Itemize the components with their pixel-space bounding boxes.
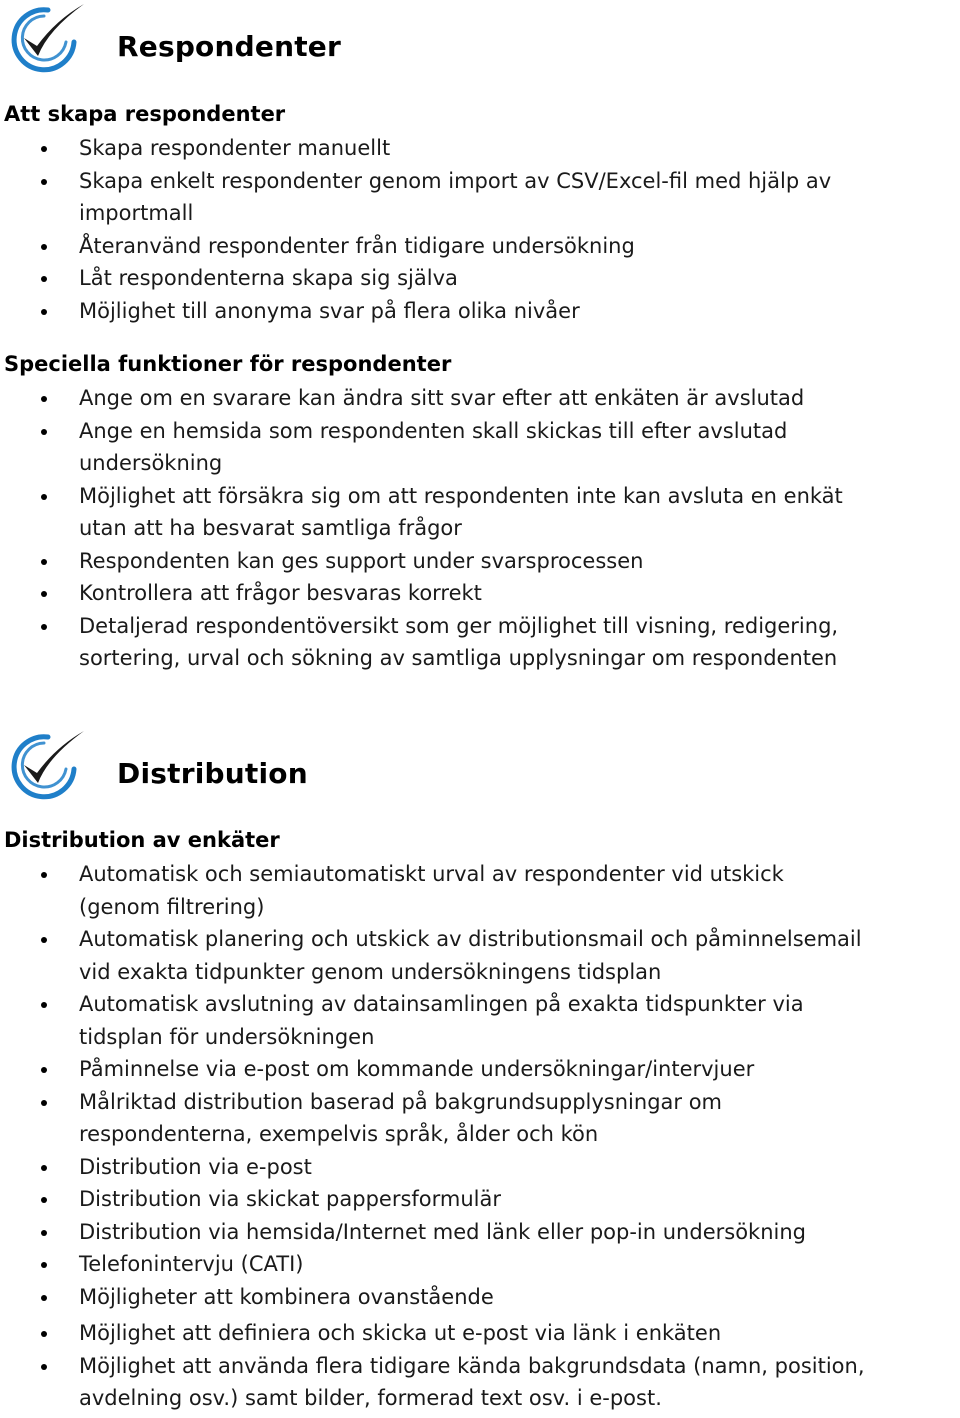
bullet-list xyxy=(0,858,960,1415)
list-item: Detaljerad respondentöversikt som ger möjlighet till visning, redigering, sortering, urval och sökning av samtliga upplysningar om respondenten xyxy=(0,610,960,675)
section-header-distribution xyxy=(0,725,960,825)
list-item: Möjlighet att definiera och skicka ut e-post via länk i enkäten xyxy=(0,1317,960,1350)
section-title: Distribution xyxy=(117,757,308,790)
list-item: Automatisk och semiautomatiskt urval av respondenter vid utskick (genom filtrering) xyxy=(0,858,960,923)
list-item: Möjligheter att kombinera ovanstående xyxy=(0,1281,960,1314)
list-item: Låt respondenterna skapa sig själva xyxy=(0,262,960,295)
checkmark-logo-icon xyxy=(4,729,88,801)
section-header-respondenter xyxy=(0,0,960,100)
list-item: Möjlighet att försäkra sig om att respondenten inte kan avsluta en enkät utan att ha besvarat samtliga frågor xyxy=(0,480,960,545)
group-heading: Speciella funktioner för respondenter xyxy=(4,352,452,376)
list-item: Automatisk planering och utskick av distributionsmail och påminnelsemail vid exakta tidpunkter genom undersökningens tidsplan xyxy=(0,923,960,988)
list-item: Telefonintervju (CATI) xyxy=(0,1248,960,1281)
list-item: Automatisk avslutning av datainsamlingen på exakta tidspunkter via tidsplan för undersökningen xyxy=(0,988,960,1053)
list-item: Respondenten kan ges support under svarsprocessen xyxy=(0,545,960,578)
list-item: Distribution via skickat pappersformulär xyxy=(0,1183,960,1216)
list-item: Distribution via e-post xyxy=(0,1151,960,1184)
list-item: Ange en hemsida som respondenten skall skickas till efter avslutad undersökning xyxy=(0,415,960,480)
list-item: Påminnelse via e-post om kommande undersökningar/intervjuer xyxy=(0,1053,960,1086)
list-item: Möjlighet att använda flera tidigare kända bakgrundsdata (namn, position, avdelning osv.) samt bilder, formerad text osv. i e-post. xyxy=(0,1350,960,1415)
list-item: Ange om en svarare kan ändra sitt svar efter att enkäten är avslutad xyxy=(0,382,960,415)
list-item: Möjlighet till anonyma svar på flera olika nivåer xyxy=(0,295,960,328)
bullet-list xyxy=(0,382,960,675)
group-heading: Att skapa respondenter xyxy=(4,102,286,126)
bullet-list xyxy=(0,132,960,327)
list-item: Kontrollera att frågor besvaras korrekt xyxy=(0,577,960,610)
list-item: Återanvänd respondenter från tidigare undersökning xyxy=(0,230,960,263)
section-title: Respondenter xyxy=(117,30,341,63)
list-item: Målriktad distribution baserad på bakgrundsupplysningar om respondenterna, exempelvis språk, ålder och kön xyxy=(0,1086,960,1151)
list-item: Skapa enkelt respondenter genom import av CSV/Excel-fil med hjälp av importmall xyxy=(0,165,960,230)
list-item: Distribution via hemsida/Internet med länk eller pop-in undersökning xyxy=(0,1216,960,1249)
list-item: Skapa respondenter manuellt xyxy=(0,132,960,165)
group-heading: Distribution av enkäter xyxy=(4,828,280,852)
checkmark-logo-icon xyxy=(4,2,88,74)
